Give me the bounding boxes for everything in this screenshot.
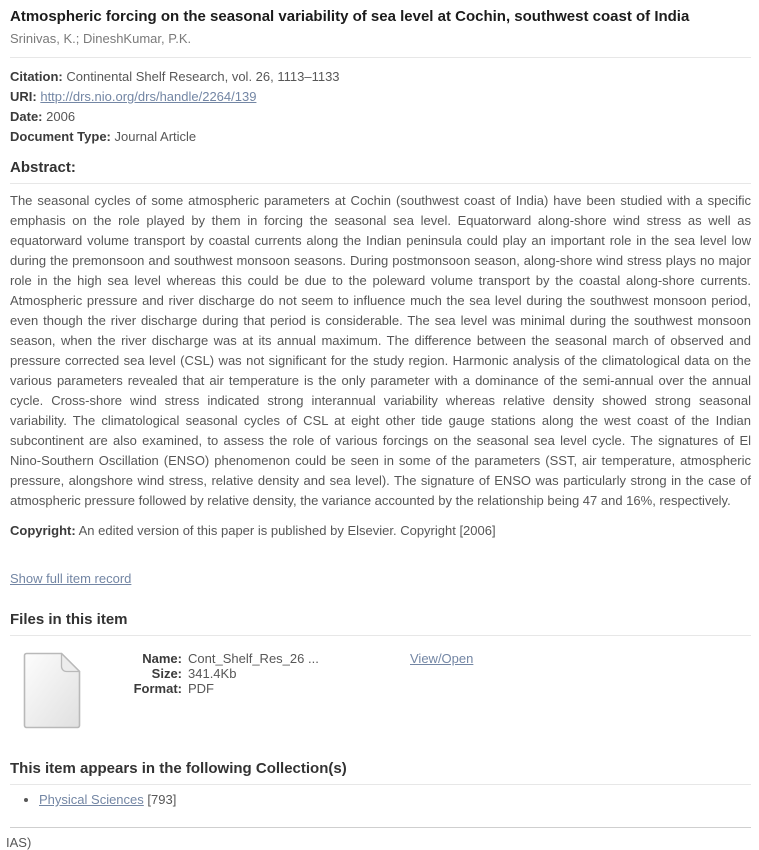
metadata-block <box>10 67 751 147</box>
file-name-value: Cont_Shelf_Res_26 ... <box>188 651 319 666</box>
doctype-value: Journal Article <box>114 129 197 144</box>
copyright-text: An edited version of this paper is published by Elsevier. Copyright [2006] <box>78 523 496 538</box>
show-full-item-record-link[interactable]: Show full item record <box>10 571 132 586</box>
view-open-link[interactable]: View/Open <box>410 651 474 666</box>
footer-partial-text: IAS) <box>6 835 32 850</box>
collection-link-physical-sciences[interactable]: Physical Sciences <box>39 792 144 807</box>
file-meta <box>82 651 332 696</box>
file-size-label: Size: <box>151 666 182 681</box>
page-title: Atmospheric forcing on the seasonal variability of sea level at Cochin, southwest coast of India <box>10 8 690 25</box>
files-section <box>10 611 751 636</box>
date-label: Date: <box>10 109 43 124</box>
uri-row <box>10 87 751 107</box>
citation-value: Continental Shelf Research, vol. 26, 1113–1133 <box>66 69 340 84</box>
doctype-row <box>10 127 751 147</box>
collections-section <box>10 760 751 785</box>
file-size-value: 341.4Kb <box>188 666 237 681</box>
file-format-label: Format: <box>133 681 182 696</box>
uri-link[interactable]: http://drs.nio.org/drs/handle/2264/139 <box>40 89 257 104</box>
citation-row <box>10 67 751 87</box>
abstract-text: The seasonal cycles of some atmospheric parameters at Cochin (southwest coast of India) have been studied with a specific emphasis on the role played by them in forcing the seasonal sea level. Equatorward along-shore wind stress as well as equatorward volume transport by coastal currents along the Indian peninsula could play an important role in the sea level low during the premonsoon and southwest monsoon seasons. During postmonsoon season, along-shore wind stress plays no major role in the high sea level whereas this could be due to the poleward volume transport by the coastal along-shore currents. Atmospheric pressure and river discharge do not seem to influence much the sea level during the southwest monsoon period, even though the river discharge during that period is considerable. The sea level was minimal during the southwest monsoon season, when the river discharge was at its annual maximum. The difference between the seasonal march of observed and pressure corrected sea level (CSL) was not significant for the study region. Harmonic analysis of the climatological data on the various parameters revealed that air temperature is the only parameter with a dominance of the semi-annual over the annual cycle. Cross-shore wind stress indicated strong interannual variability whereas relative density showed strong seasonal variability. The climatological seasonal cycles of CSL at eight other tide gauge stations along the west coast of the Indian subcontinent are also examined, to assess the role of various forcings on the seasonal sea level cycle. The signatures of El Nino-Southern Oscillation (ENSO) phenomenon could be seen in some of the parameters (SST, air temperature, atmospheric pressure, alongshore wind stress, relative density and sea level). The signature of ENSO was particularly strong in the case of atmospheric pressure followed by relative density, the variance accounted by the relationship being 47 and 16%, respectively. <box>10 193 751 508</box>
copyright-line <box>10 521 751 541</box>
collections-heading: This item appears in the following Collection(s) <box>10 760 751 785</box>
file-document-icon[interactable] <box>22 651 82 733</box>
abstract-heading: Abstract: <box>10 159 751 184</box>
file-name-row <box>82 651 332 666</box>
date-row <box>10 107 751 127</box>
copyright-label: Copyright: <box>10 523 76 538</box>
file-size-row <box>82 666 332 681</box>
file-format-row <box>82 681 332 696</box>
files-heading: Files in this item <box>10 611 751 636</box>
file-format-value: PDF <box>188 681 214 696</box>
date-value: 2006 <box>46 109 76 124</box>
item-page <box>0 8 759 850</box>
collection-count-value: [793] <box>147 792 177 807</box>
page-footer <box>6 827 751 850</box>
abstract-section <box>10 159 751 184</box>
citation-label: Citation: <box>10 69 63 84</box>
authors-line: Srinivas, K.; DineshKumar, P.K. <box>10 31 192 46</box>
header-divider <box>10 57 751 58</box>
file-row <box>10 651 751 731</box>
doctype-label: Document Type: <box>10 129 111 144</box>
uri-label: URI: <box>10 89 37 104</box>
file-name-label: Name: <box>142 651 182 666</box>
